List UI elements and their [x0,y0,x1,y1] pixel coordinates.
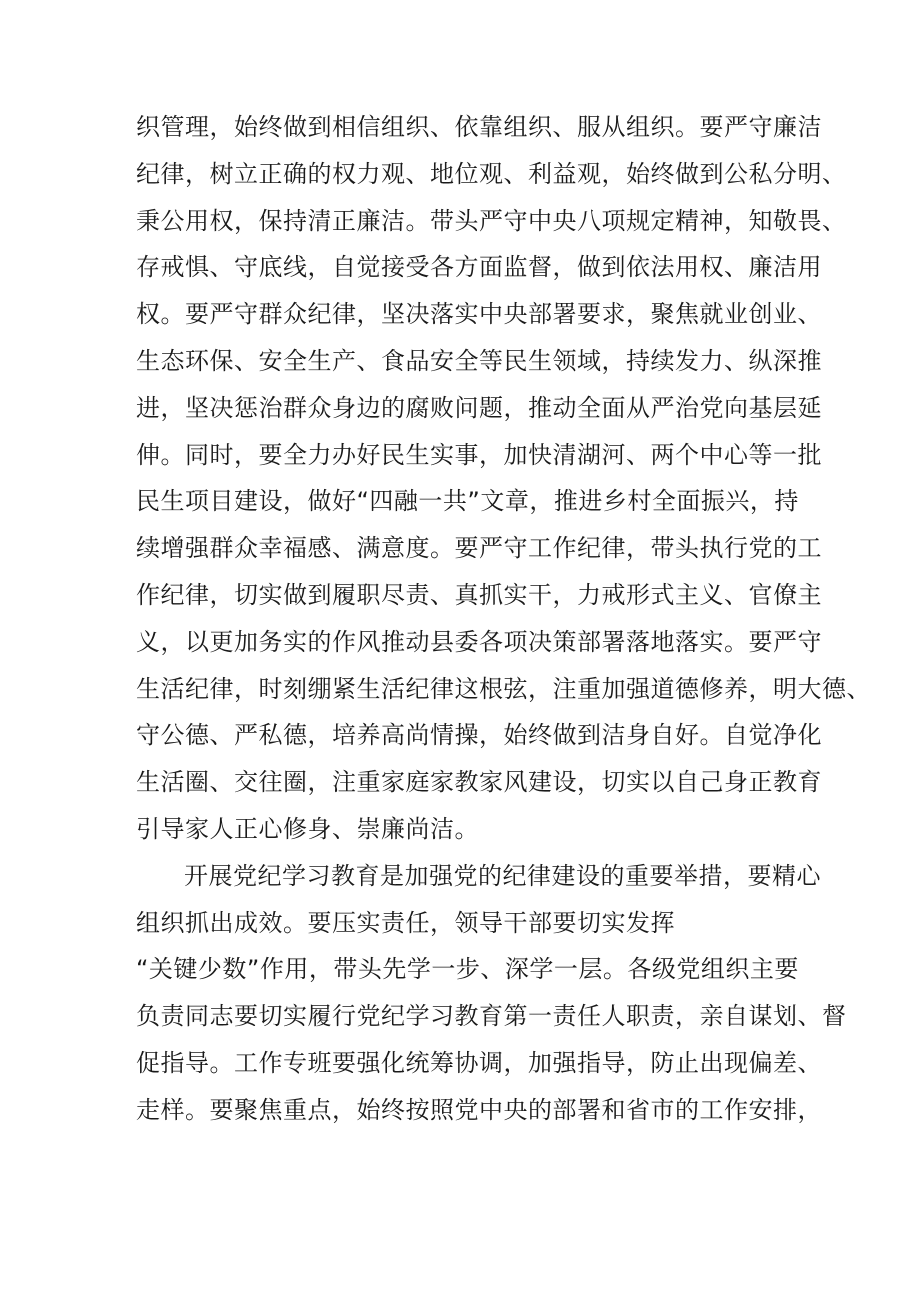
text-line: 组织抓出成效。要压实责任，领导干部要切实发挥 [136,908,675,937]
text-line: 民生项目建设，做好“四融一共”文章，推进乡村全面振兴，持 [136,487,799,516]
text-line: 续增强群众幸福感、满意度。要严守工作纪律，带头执行党的工 [136,534,822,563]
document-body [136,104,871,1134]
text-line: 秉公用权，保持清正廉洁。带头严守中央八项规定精神，知敬畏、 [136,206,847,235]
text-line: 生活圈、交往圈，注重家庭家教家风建设，切实以自己身正教育 [136,768,822,797]
text-line: “关键少数”作用，带头先学一步、深学一层。各级党组织主要 [136,955,799,984]
text-line: 义，以更加务实的作风推动县委各项决策部署落地落实。要严守 [136,627,822,656]
text-line: 生态环保、安全生产、食品安全等民生领域，持续发力、纵深推 [136,346,822,375]
text-line: 负责同志要切实履行党纪学习教育第一责任人职责，亲自谋划、督 [136,1002,847,1031]
text-line: 织管理，始终做到相信组织、依靠组织、服从组织。要严守廉洁 [136,113,822,141]
text-line: 纪律，树立正确的权力观、地位观、利益观，始终做到公私分明、 [136,159,847,188]
text-line: 促指导。工作专班要强化统筹协调，加强指导，防止出现偏差、 [136,1048,822,1077]
paragraph-first-line: 开展党纪学习教育是加强党的纪律建设的重要举措，要精心 [184,861,821,890]
text-line: 生活纪律，时刻绷紧生活纪律这根弦，注重加强道德修养，明大德、 [136,674,871,703]
text-line: 作纪律，切实做到履职尽责、真抓实干，力戒形式主义、官僚主 [136,580,822,609]
text-line: 守公德、严私德，培养高尚情操，始终做到洁身自好。自觉净化 [136,721,822,750]
text-line: 权。要严守群众纪律，坚决落实中央部署要求，聚焦就业创业、 [136,300,822,329]
text-line: 走样。要聚焦重点，始终按照党中央的部署和省市的工作安排， [136,1095,822,1124]
text-line: 存戒惧、守底线，自觉接受各方面监督，做到依法用权、廉洁用 [136,253,822,282]
text-line: 进，坚决惩治群众身边的腐败问题，推动全面从严治党向基层延 [136,393,822,422]
text-line: 伸。同时，要全力办好民生实事，加快清湖河、两个中心等一批 [136,440,822,469]
text-line: 引导家人正心修身、崇廉尚洁。 [136,814,479,843]
